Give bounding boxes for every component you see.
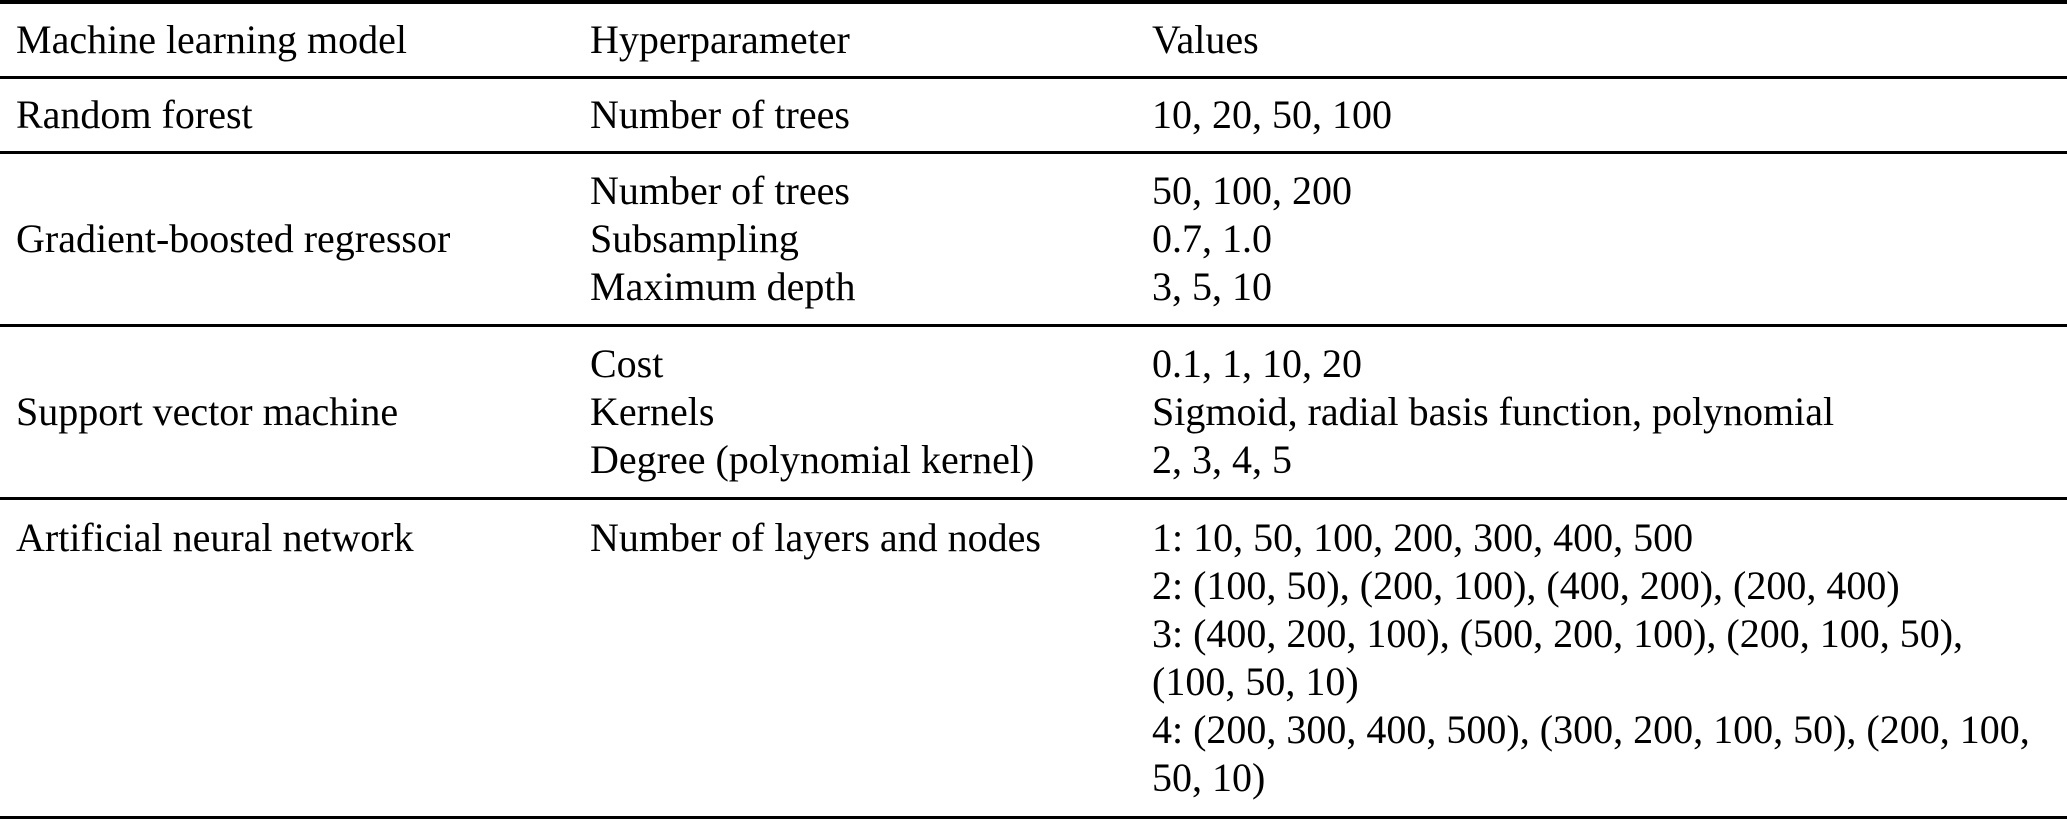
table-row-gradient-boosted-regressor: [0, 153, 2067, 326]
table-row-random-forest: [0, 78, 2067, 153]
hyperparameter-cell: [590, 326, 1152, 499]
hyperparameter-name: Subsampling: [590, 216, 799, 261]
hyperparameter-values: 10, 20, 50, 100: [1152, 92, 1392, 137]
hyperparameter-name: Kernels: [590, 389, 715, 434]
table-header: [0, 2, 2067, 78]
model-name: Artificial neural network: [16, 515, 414, 560]
hyperparameter-values: 3: (400, 200, 100), (500, 200, 100), (200, 100, 50), (100, 50, 10): [1152, 611, 1964, 704]
values-cell: [1152, 78, 2067, 153]
hyperparameter-name: Number of layers and nodes: [590, 515, 1041, 560]
hyperparameter-values: 3, 5, 10: [1152, 264, 1272, 309]
hyperparameter-name: Number of trees: [590, 168, 850, 213]
values-cell: [1152, 326, 2067, 499]
model-name: Gradient-boosted regressor: [16, 216, 451, 261]
hyperparameter-values: 0.7, 1.0: [1152, 216, 1272, 261]
values-cell: [1152, 499, 2067, 818]
hyperparameter-values: Sigmoid, radial basis function, polynomial: [1152, 389, 1835, 434]
hyperparameter-values: 4: (200, 300, 400, 500), (300, 200, 100, 50), (200, 100, 50, 10): [1152, 707, 2030, 800]
hyperparameter-name: Maximum depth: [590, 264, 856, 309]
column-header-hyperparameter: Hyperparameter: [590, 17, 850, 62]
values-cell: [1152, 153, 2067, 326]
hyperparameter-name: Cost: [590, 341, 664, 386]
hyperparameter-name: Number of trees: [590, 92, 850, 137]
hyperparameter-values: 2: (100, 50), (200, 100), (400, 200), (200, 400): [1152, 563, 1900, 608]
hyperparameter-values: 1: 10, 50, 100, 200, 300, 400, 500: [1152, 515, 1694, 560]
column-header-model: Machine learning model: [16, 17, 407, 62]
hyperparameter-values: 2, 3, 4, 5: [1152, 437, 1292, 482]
hyperparameter-name: Degree (polynomial kernel): [590, 437, 1035, 482]
hyperparameter-cell: [590, 78, 1152, 153]
model-name: Support vector machine: [16, 389, 399, 434]
hyperparameter-cell: [590, 153, 1152, 326]
header-row: [0, 2, 2067, 78]
model-name: Random forest: [16, 92, 253, 137]
table-body: [0, 78, 2067, 818]
column-header-values: Values: [1152, 17, 1259, 62]
table-row-artificial-neural-network: [0, 499, 2067, 818]
hyperparameter-cell: [590, 499, 1152, 818]
hyperparameter-values: 0.1, 1, 10, 20: [1152, 341, 1362, 386]
hyperparameter-values: 50, 100, 200: [1152, 168, 1352, 213]
table-row-support-vector-machine: [0, 326, 2067, 499]
